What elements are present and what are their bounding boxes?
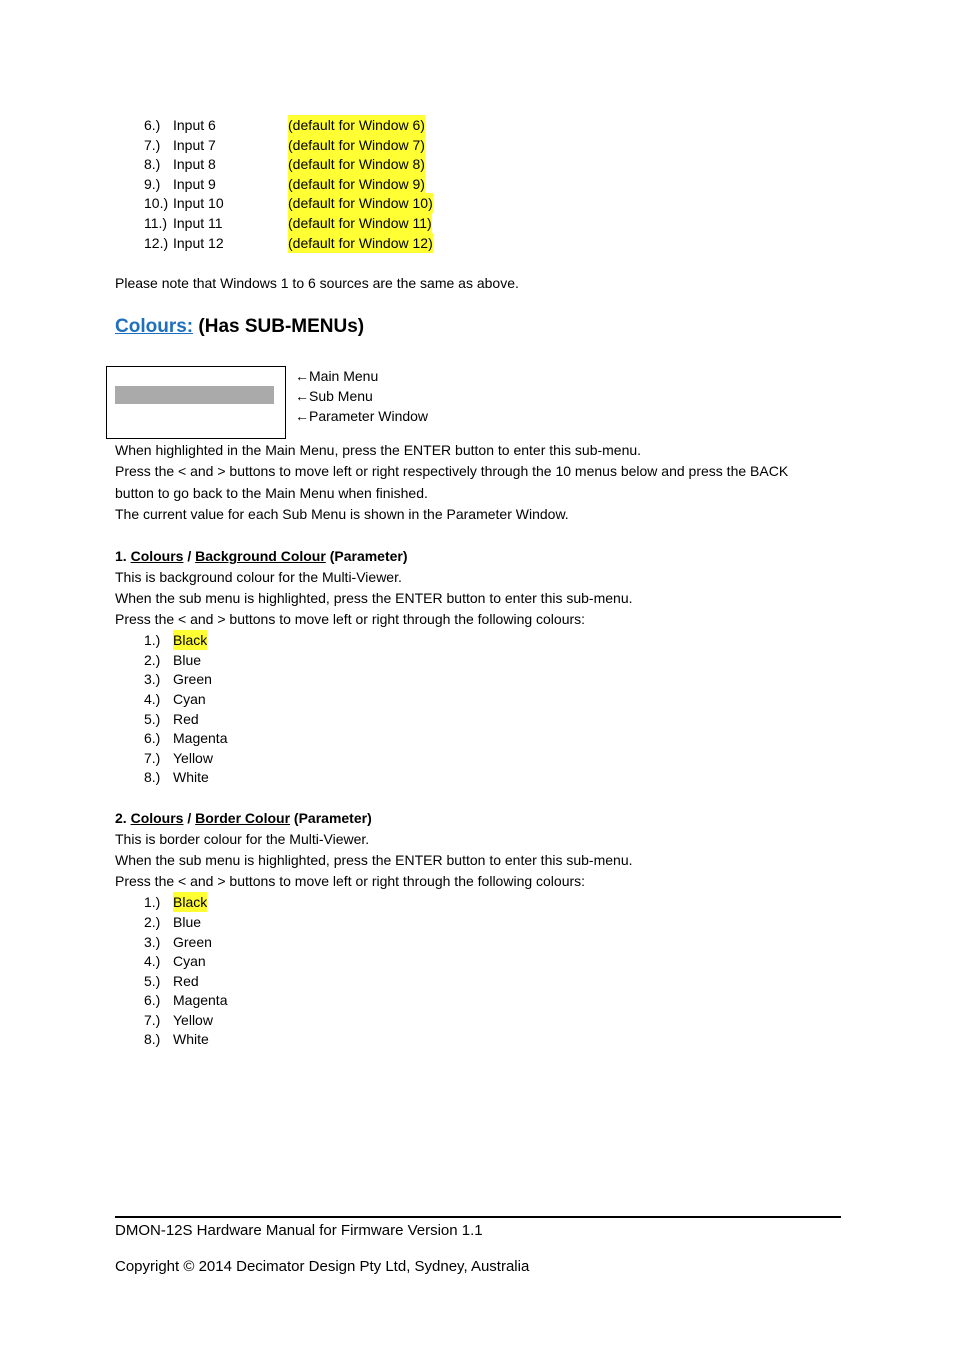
default-note: (default for Window 6) — [288, 117, 425, 133]
sub1-line-1: This is background colour for the Multi-Viewer. — [115, 569, 402, 585]
sub1-background-colour-link[interactable]: Background Colour — [195, 548, 326, 564]
parameter-window-label: ←Parameter Window — [295, 408, 429, 424]
sub2-colours-link[interactable]: Colours — [130, 810, 184, 826]
default-note: (default for Window 12) — [288, 235, 433, 251]
footer-manual-title: DMON-12S Hardware Manual for Firmware Version 1.1 — [115, 1222, 483, 1239]
section-title-suffix: (Has SUB-MENUs) — [198, 316, 365, 337]
sub2-border-colour-link[interactable]: Border Colour — [195, 810, 291, 826]
sub2-heading: 2. Colours / Border Colour (Parameter) — [115, 810, 372, 826]
section-heading — [115, 316, 364, 338]
lcd-display-diagram — [106, 366, 286, 439]
default-note: (default for Window 11) — [288, 215, 432, 231]
default-note: (default for Window 10) — [288, 195, 433, 211]
lcd-highlight-bar — [115, 386, 274, 404]
sub1-line-3: Press the < and > buttons to move left or right through the following colours: — [115, 611, 586, 627]
intro-paragraph-1: When highlighted in the Main Menu, press the ENTER button to enter this sub-menu. — [115, 442, 642, 458]
sub2-line-2: When the sub menu is highlighted, press the ENTER button to enter this sub-menu. — [115, 852, 633, 868]
sub-menu-label: ←Sub Menu — [295, 388, 373, 404]
default-note: (default for Window 9) — [288, 176, 425, 192]
sub1-colours-link[interactable]: Colours — [130, 548, 184, 564]
footer-divider — [115, 1216, 841, 1218]
colours-link[interactable]: Colours: — [115, 316, 194, 337]
sub1-line-2: When the sub menu is highlighted, press the ENTER button to enter this sub-menu. — [115, 590, 633, 606]
sub1-heading: 1. Colours / Background Colour (Parameter) — [115, 548, 408, 564]
note-text: Please note that Windows 1 to 6 sources are the same as above. — [115, 275, 519, 291]
footer-copyright: Copyright © 2014 Decimator Design Pty Ltd, Sydney, Australia — [115, 1258, 530, 1275]
main-menu-label: ←Main Menu — [295, 368, 379, 384]
sub2-line-3: Press the < and > buttons to move left or right through the following colours: — [115, 873, 586, 889]
intro-paragraph-3: The current value for each Sub Menu is shown in the Parameter Window. — [115, 506, 569, 522]
sub2-line-1: This is border colour for the Multi-Viewer. — [115, 831, 370, 847]
default-note: (default for Window 8) — [288, 156, 425, 172]
intro-paragraph-2a: Press the < and > buttons to move left or right respectively through the 10 menus below and press the BACK — [115, 463, 789, 479]
default-note: (default for Window 7) — [288, 137, 425, 153]
intro-paragraph-2b: button to go back to the Main Menu when finished. — [115, 485, 428, 501]
